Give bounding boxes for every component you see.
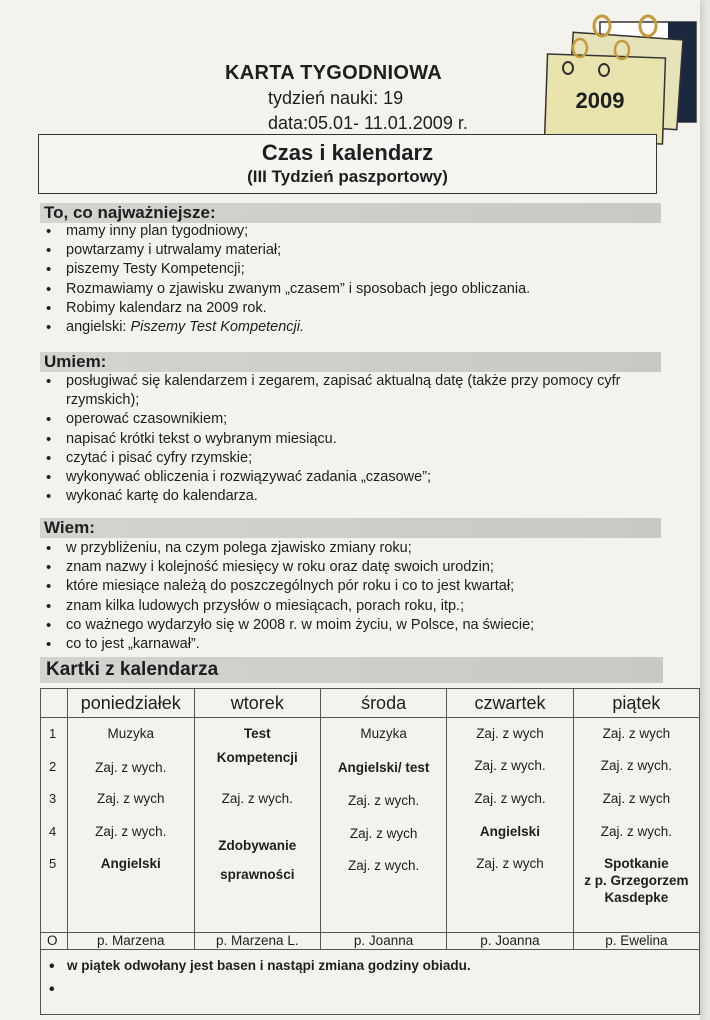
lesson-entry: Zaj. z wych. (600, 758, 672, 773)
topic-box (38, 134, 657, 194)
schedule-header-row (41, 689, 700, 718)
notes-row (41, 950, 700, 1015)
note-item: • w piątek odwołany jest basen i nastąpi zmiana godziny obiadu. (41, 958, 699, 973)
list-item: • które miesiące należą do poszczególnych pór roku i co to jest kwartał; (46, 577, 656, 596)
list-item-italic: Piszemy Test Kompetencji. (130, 319, 305, 336)
monday-lessons (67, 718, 194, 933)
lesson-entry: z p. Grzegorzem (584, 873, 689, 888)
section-heading-important: To, co najważniejsze: (40, 203, 661, 223)
zero-cell: O (41, 933, 68, 950)
section-heading-umiem: Umiem: (40, 352, 661, 372)
lesson-entry: Test (243, 726, 271, 741)
lesson-entry: Zaj. z wych. (221, 791, 293, 806)
teacher-cell: p. Joanna (447, 933, 573, 950)
important-list (46, 222, 656, 337)
lesson-numbers (41, 718, 68, 933)
list-item-prefix: angielski: (66, 319, 131, 336)
lesson-entry: Zaj. z wych. (600, 824, 672, 839)
lesson-entry: Zaj. z wych (476, 726, 544, 741)
thursday-lessons (447, 718, 573, 933)
lesson-entry: Zaj. z wych (602, 726, 671, 741)
day-header-thursday: czwartek (447, 689, 573, 718)
list-item (46, 318, 656, 337)
list-item: • czytać i pisać cyfry rzymskie; (46, 449, 656, 468)
lesson-number: 1 (49, 726, 57, 741)
schedule-table (40, 688, 700, 1015)
lesson-entry: Zaj. z wych. (474, 758, 546, 773)
lesson-entry: Angielski/ test (337, 760, 430, 775)
friday-lessons (573, 718, 699, 933)
notes-cell (41, 950, 700, 1015)
list-item: • piszemy Testy Kompetencji; (46, 260, 656, 279)
lesson-entry: Zaj. z wych. (347, 858, 420, 873)
list-item: • mamy inny plan tygodniowy; (46, 222, 656, 241)
lesson-number: 2 (49, 759, 57, 774)
list-item: • znam nazwy i kolejność miesięcy w roku oraz datę swoich urodzin; (46, 558, 656, 577)
lesson-entry: Muzyka (107, 726, 155, 741)
lesson-number: 3 (49, 791, 57, 806)
teacher-cell: p. Marzena L. (194, 933, 320, 950)
lesson-entry: Zaj. z wych. (95, 824, 167, 839)
day-header-wednesday: środa (320, 689, 446, 718)
lesson-entry: Muzyka (360, 726, 407, 741)
list-item: • znam kilka ludowych przysłów o miesiącach, porach roku, itp.; (46, 597, 656, 616)
list-item: • powtarzamy i utrwalamy materiał; (46, 241, 656, 260)
lesson-entry: Zaj. z wych (476, 856, 544, 871)
lesson-number: 4 (49, 824, 57, 839)
lesson-entry: Zaj. z wych. (95, 760, 167, 775)
wednesday-lessons (320, 718, 446, 933)
list-item: • Robimy kalendarz na 2009 rok. (46, 299, 656, 318)
lesson-entry: Angielski (100, 856, 161, 871)
list-item: • wykonywać obliczenia i rozwiązywać zadania „czasowe”; (46, 468, 656, 487)
week-number: tydzień nauki: 19 (268, 88, 404, 108)
list-item: • co ważnego wydarzyło się w 2008 r. w moim życiu, w Polsce, na świecie; (46, 616, 656, 635)
list-item: • wykonać kartę do kalendarza. (46, 487, 656, 506)
list-item: • posługiwać się kalendarzem i zegarem, zapisać aktualną datę (także przy pomocy cyfr rzymskich); (46, 372, 656, 410)
list-item: • w przybliżeniu, na czym polega zjawisko zmiany roku; (46, 539, 656, 558)
topic-subtitle: (III Tydzień paszportowy) (247, 167, 448, 186)
list-item: • Rozmawiamy o zjawisku zwanym „czasem” i sposobach jego obliczania. (46, 280, 656, 299)
lesson-entry: Kasdepke (604, 890, 669, 905)
calendar-year: 2009 (575, 88, 625, 113)
list-item: • operować czasownikiem; (46, 410, 656, 429)
wiem-list (46, 539, 656, 654)
lesson-number: 5 (49, 856, 57, 871)
header-num-cell (41, 689, 68, 718)
week-date: data:05.01- 11.01.2009 r. (268, 113, 468, 133)
card-title: KARTA TYGODNIOWA (225, 62, 443, 84)
lesson-entry: sprawności (220, 867, 295, 882)
day-header-monday: poniedziałek (67, 689, 194, 718)
section-heading-wiem: Wiem: (40, 518, 661, 538)
teacher-cell: p. Marzena (67, 933, 194, 950)
day-header-tuesday: wtorek (194, 689, 320, 718)
umiem-list (46, 372, 656, 506)
section-heading-kartki: Kartki z kalendarza (40, 657, 663, 683)
lesson-entry: Zaj. z wych (97, 791, 165, 806)
tuesday-lessons (194, 718, 320, 933)
day-header-friday: piątek (573, 689, 699, 718)
lesson-entry: Zaj. z wych. (347, 793, 420, 808)
lesson-entry: Zaj. z wych. (474, 791, 546, 806)
lesson-entry: Angielski (479, 824, 540, 839)
lesson-entry: Spotkanie (604, 856, 669, 871)
teacher-cell: p. Ewelina (573, 933, 699, 950)
list-item: • napisać krótki tekst o wybranym miesiącu. (46, 430, 656, 449)
teacher-cell: p. Joanna (320, 933, 446, 950)
lesson-entry: Kompetencji (216, 750, 298, 765)
lesson-entry: Zaj. z wych (602, 791, 671, 806)
list-item: • co to jest „karnawał”. (46, 635, 656, 654)
lessons-row (41, 718, 700, 933)
teacher-row (41, 933, 700, 950)
topic-title: Czas i kalendarz (261, 140, 434, 165)
lesson-entry: Zdobywanie (218, 838, 297, 853)
calendar-icon (540, 8, 700, 148)
lesson-entry: Zaj. z wych (349, 826, 418, 841)
